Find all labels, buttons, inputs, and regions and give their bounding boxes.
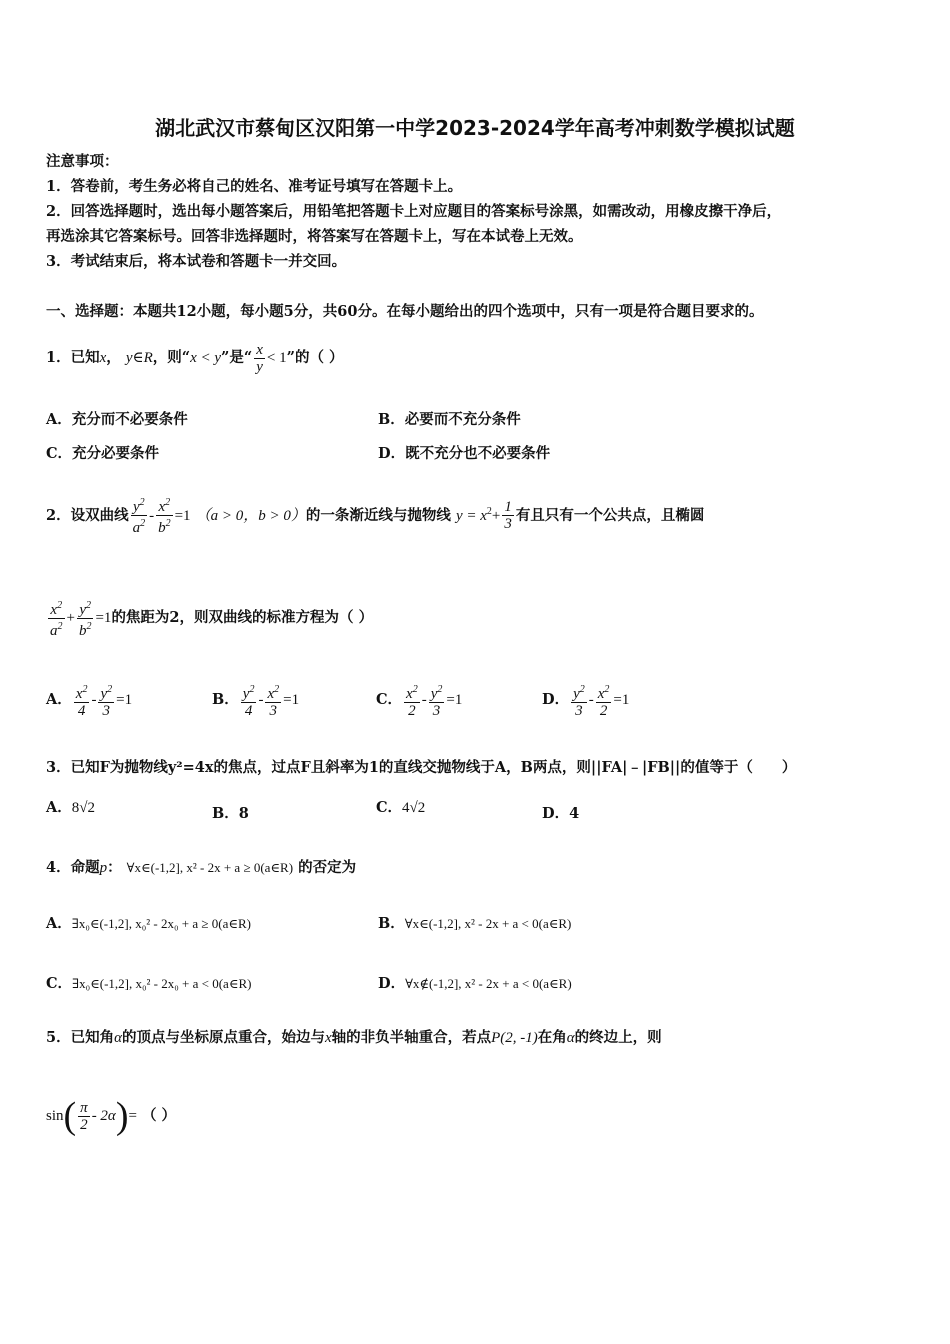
q4-option-b[interactable]: B．∀x∈(-1,2], x² - 2x + a < 0(a∈R) [378,915,572,932]
q1-text-3: ”是“ [221,349,253,366]
question-5: 5．已知角α的顶点与坐标原点重合，始边与x轴的非负半轴重合，若点P(2, -1)在角α的终边上，则 [46,1029,662,1046]
q4-option-a[interactable]: A．∃x₀∈(-1,2], x₀² - 2x₀ + a ≥ 0(a∈R) [46,915,251,932]
q2-text-3: 有且只有一个公共点，且椭圆 [515,506,705,524]
q5-point: P(2, -1) [491,1030,538,1046]
q4-option-d[interactable]: D．∀x∉(-1,2], x² - 2x + a < 0(a∈R) [378,975,572,992]
q1-text-2: ，则“ [152,349,191,366]
q2-option-a[interactable]: A． $\frac{x^2}{4}$ - $\frac{y^2}{3}$ =1 [46,683,133,719]
notice-item-1: 1．答卷前，考生务必将自己的姓名、准考证号填写在答题卡上。 [46,178,463,195]
q2-prefix: 2．设双曲线 [46,506,129,524]
q3-option-b[interactable]: B．8 [212,805,249,822]
q1-lt-one: < 1 [266,350,287,366]
q2-option-b[interactable]: B． $\frac{y^2}{4}$ - $\frac{x^2}{3}$ =1 [212,683,300,719]
q1-option-d[interactable]: D．既不充分也不必要条件 [378,445,551,462]
q1-x: x [99,350,107,366]
q5-answer-blank: （ ） [142,1107,177,1124]
q2-parabola: y = x [455,507,487,524]
q4-option-c[interactable]: C．∃x₀∈(-1,2], x₀² - 2x₀ + a < 0(a∈R) [46,975,252,992]
question-1 [46,338,344,378]
q2-ellipse-frac-2: $\frac{y^2}{b^2}$ [78,599,92,639]
q1-text-4: ”的（ ） [286,349,344,366]
notice-item-2-cont: 再选涂其它答案标号。回答非选择题时，将答案写在答题卡上，写在本试卷上无效。 [46,228,583,245]
q1-y-in-r: y∈R [125,350,153,366]
section-heading: 一、选择题：本题共12小题，每小题5分，共60分。在每小题给出的四个选项中，只有一项是符合题目要求的。 [46,303,764,320]
q1-option-b[interactable]: B．必要而不充分条件 [378,411,521,428]
q1-prefix: 1．已知 [46,349,100,366]
q1-numerator: x [256,341,263,358]
question-4: 4．命题p： ∀x∈(-1,2], x² - 2x + a ≥ 0(a∈R) 的否定为 [46,859,357,876]
q2-ellipse-frac-1: $\frac{x^2}{a^2}$ [50,599,63,639]
q5-expression: sin( $\frac{\pi}{2}$ - 2α)= （ ） [46,1095,177,1137]
q3-option-d[interactable]: D．4 [542,805,580,822]
question-3: 3．已知F为抛物线y²=4x的焦点，过点F且斜率为1的直线交抛物线于A，B两点，则||FA|﹣|FB||的值等于（ ） [46,759,797,776]
q2-option-d[interactable]: D． $\frac{y^2}{3}$ - $\frac{x^2}{2}$ =1 [542,683,630,719]
q2-option-c[interactable]: C． $\frac{x^2}{2}$ - $\frac{y^2}{3}$ =1 [376,683,463,719]
q1-comma: ， [106,349,121,366]
q3-option-a[interactable]: A．8√2 [46,799,95,816]
q4-proposition: ∀x∈(-1,2], x² - 2x + a ≥ 0(a∈R) [126,860,294,875]
q1-option-c[interactable]: C．充分必要条件 [46,445,160,462]
notice-item-3: 3．考试结束后，将本试卷和答题卡一并交回。 [46,253,347,270]
q2-one-third: $\frac{1}{3}$ [504,499,512,533]
page-title: 湖北武汉市蔡甸区汉阳第一中学2023-2024学年高考冲刺数学模拟试题 [155,116,795,140]
q2-hyp-frac-2: $\frac{x^2}{b^2}$ [158,497,171,537]
question-2: 2．设双曲线 $\frac{y^2}{a^2}$ - $\frac{x^2}{b^2}$ =1 （a > 0，b > 0）的一条渐近线与抛物线 $y = x^2+$ $\frac{1}{3}$ 有且只有一个公共点，且椭圆 [46,497,705,537]
q1-denominator: y [256,358,263,375]
q2-text-4: 的焦距为2，则双曲线的标准方程为（ ） [111,609,374,626]
q1-option-a[interactable]: A．充分而不必要条件 [46,411,188,428]
q3-option-c[interactable]: C．4√2 [376,799,426,816]
q2-text-2: 的一条渐近线与抛物线 [305,506,451,524]
q2-hyp-frac-1: $\frac{y^2}{a^2}$ [132,497,146,537]
notice-item-2: 2．回答选择题时，选出每小题答案后，用铅笔把答题卡上对应题目的答案标号涂黑，如需改动，用橡皮擦干净后， [46,203,782,220]
q2-condition: （a > 0，b > 0） [195,507,306,524]
notice-heading: 注意事项： [46,153,119,170]
q1-fraction [254,342,265,375]
q1-condition: x < y [190,350,222,366]
question-2-cont: $\frac{x^2}{a^2}$ + $\frac{y^2}{b^2}$ =1的焦距为2，则双曲线的标准方程为（ ） [50,599,374,639]
